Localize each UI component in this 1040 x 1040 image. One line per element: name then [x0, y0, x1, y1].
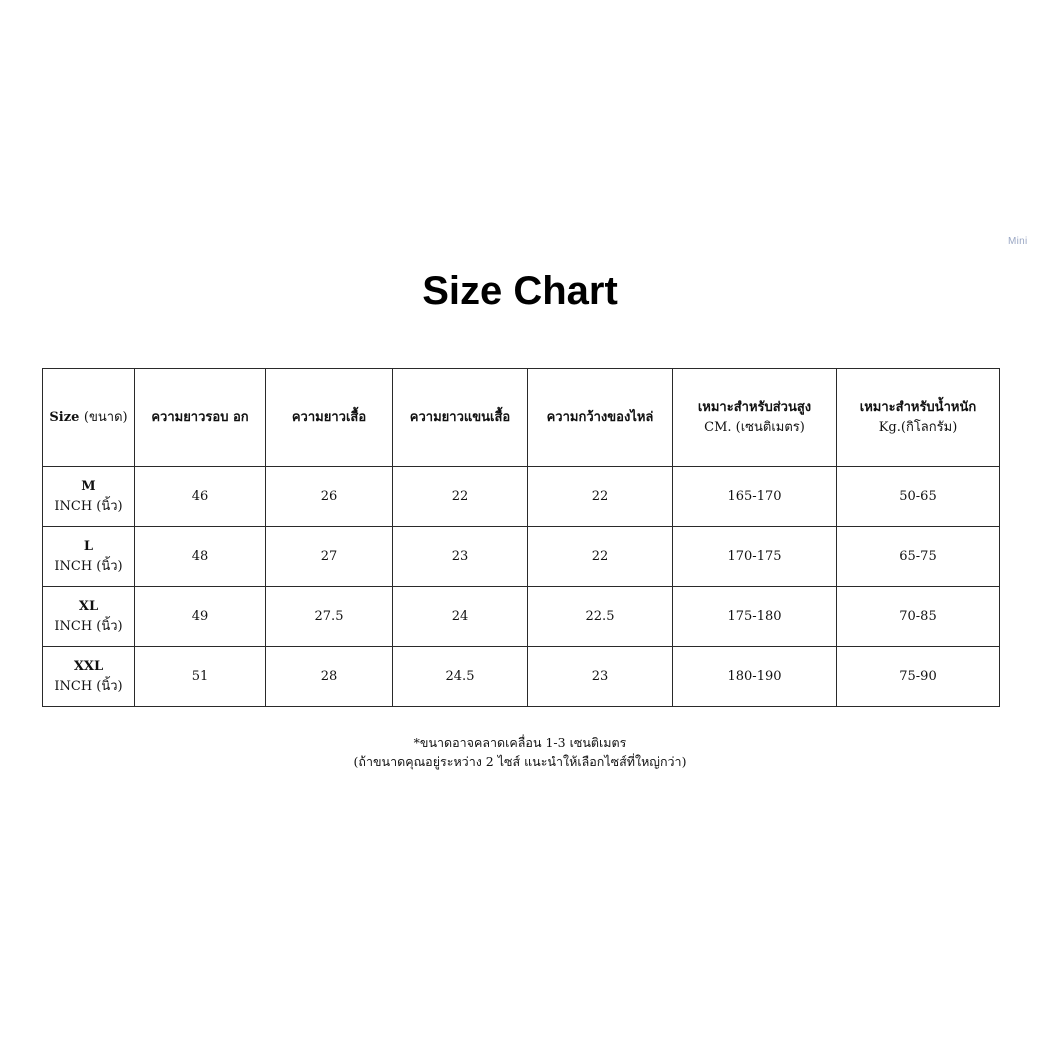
size-label: M: [81, 478, 96, 494]
shirt-length-cell: 26: [266, 467, 393, 527]
size-label: XL: [78, 598, 99, 614]
size-cell: [43, 587, 135, 647]
header-shirt-length-label: ความยาวเสื้อ: [291, 409, 367, 425]
shirt-length-cell: 27: [266, 527, 393, 587]
chest-cell: 48: [135, 527, 266, 587]
table-row: [43, 587, 1000, 647]
table-row: [43, 647, 1000, 707]
sleeve-length-cell: 23: [393, 527, 528, 587]
chest-cell: 51: [135, 647, 266, 707]
size-label: L: [83, 538, 94, 554]
sleeve-length-cell: 24.5: [393, 647, 528, 707]
tolerance-note: *ขนาดอาจคลาดเคลื่อน 1-3 เซนติเมตร: [413, 735, 627, 750]
page-title: Size Chart: [422, 269, 618, 313]
chest-cell: 46: [135, 467, 266, 527]
weight-cell: 75-90: [837, 647, 1000, 707]
header-weight-unit: Kg.(กิโลกรัม): [878, 419, 958, 435]
size-label: XXL: [73, 658, 104, 674]
header-weight: [837, 369, 1000, 467]
size-unit: INCH (นิ้ว): [54, 498, 123, 514]
header-size-label: Size: [49, 409, 80, 425]
header-weight-label: เหมาะสำหรับน้ำหนัก: [859, 399, 977, 415]
header-height-unit: CM. (เซนติเมตร): [704, 419, 805, 435]
header-chest: [135, 369, 266, 467]
sleeve-length-cell: 22: [393, 467, 528, 527]
size-cell: [43, 647, 135, 707]
header-sleeve-length: [393, 369, 528, 467]
header-size: [43, 369, 135, 467]
table-header-row: [43, 369, 1000, 467]
weight-cell: 70-85: [837, 587, 1000, 647]
header-chest-label: ความยาวรอบ อก: [151, 409, 249, 425]
height-cell: 180-190: [673, 647, 837, 707]
shoulder-width-cell: 22: [528, 467, 673, 527]
shoulder-width-cell: 22: [528, 527, 673, 587]
size-chart-table: [42, 368, 1000, 707]
watermark-text: Mini: [1008, 236, 1028, 247]
header-shoulder-width-label: ความกว้างของไหล่: [546, 409, 654, 425]
header-height-label: เหมาะสำหรับส่วนสูง: [697, 399, 812, 415]
header-shoulder-width: [528, 369, 673, 467]
height-cell: 165-170: [673, 467, 837, 527]
size-unit: INCH (นิ้ว): [54, 678, 123, 694]
shirt-length-cell: 27.5: [266, 587, 393, 647]
header-shirt-length: [266, 369, 393, 467]
sleeve-length-cell: 24: [393, 587, 528, 647]
height-cell: 175-180: [673, 587, 837, 647]
sizing-advice-note: (ถ้าขนาดคุณอยู่ระหว่าง 2 ไซส์ แนะนำให้เลือกไซส์ที่ใหญ่กว่า): [353, 754, 687, 769]
header-height: [673, 369, 837, 467]
table-row: [43, 467, 1000, 527]
table-row: [43, 527, 1000, 587]
size-cell: [43, 527, 135, 587]
header-size-thai: (ขนาด): [83, 409, 128, 425]
shoulder-width-cell: 23: [528, 647, 673, 707]
chest-cell: 49: [135, 587, 266, 647]
weight-cell: 50-65: [837, 467, 1000, 527]
weight-cell: 65-75: [837, 527, 1000, 587]
size-unit: INCH (นิ้ว): [54, 558, 123, 574]
size-unit: INCH (นิ้ว): [54, 618, 123, 634]
shirt-length-cell: 28: [266, 647, 393, 707]
header-sleeve-length-label: ความยาวแขนเสื้อ: [409, 409, 511, 425]
height-cell: 170-175: [673, 527, 837, 587]
shoulder-width-cell: 22.5: [528, 587, 673, 647]
size-cell: [43, 467, 135, 527]
